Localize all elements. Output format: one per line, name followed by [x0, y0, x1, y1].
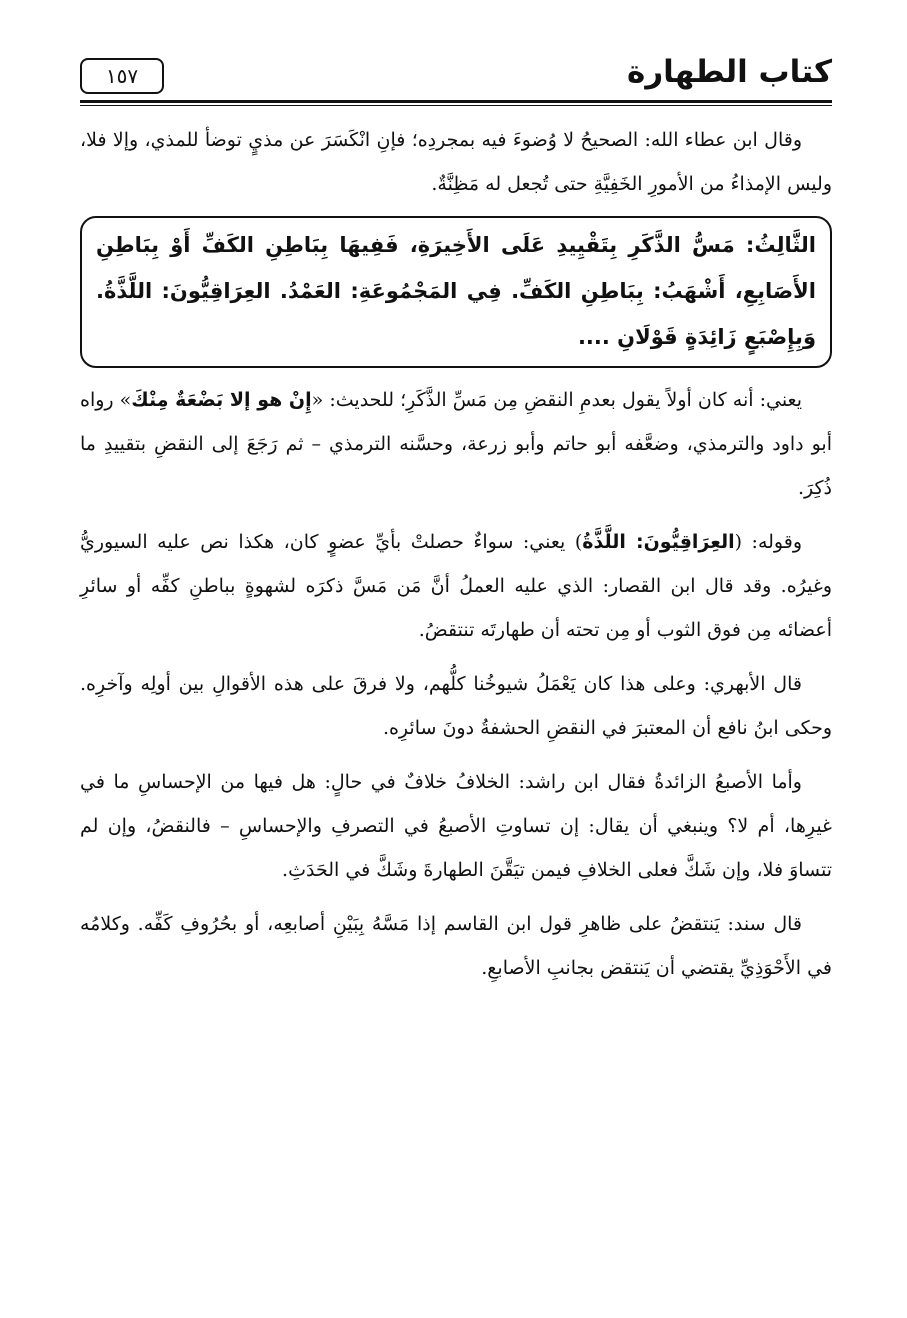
paragraph-3-text-start: وقوله: ( [734, 531, 803, 553]
paragraph-2-text-start: يعني: أنه كان أولاً يقول بعدمِ النقضِ مِن مَسِّ الذَّكَرِ؛ للحديث: « [311, 389, 803, 411]
paragraph-2 [80, 378, 832, 510]
hadith-quote: إِنْ هو إلا بَضْعَةٌ مِنْكَ [131, 389, 312, 411]
paragraph-4: قال الأبهري: وعلى هذا كان يَعْمَلُ شيوخُنا كلُّهم، ولا فرقَ على هذه الأقوالِ بين أولِه وآخرِه. وحكى ابنُ نافع أن المعتبرَ في النقضِ الحشفةُ دونَ سائرِه. [80, 673, 832, 739]
page-content [80, 118, 832, 1000]
matn-text-box: الثَّالِثُ: مَسُّ الذَّكَرِ بِتَقْيِيدِ عَلَى الأَخِيرَةِ، فَفِيهَا بِبَاطِنِ الكَفِّ أَوْ بِبَاطِنِ الأَصَابِعِ، أَشْهَبُ: بِبَاطِنِ الكَفِّ. فِي المَجْمُوعَةِ: العَمْدُ. العِرَاقِيُّونَ: اللَّذَّةُ. وَبِإِصْبَعٍ زَائِدَةٍ قَوْلَانِ .... [80, 216, 832, 368]
page-number: ١٥٧ [80, 58, 164, 94]
paragraph-3 [80, 520, 832, 652]
paragraph-3-text-end: ) يعني: سواءٌ حصلتْ بأيِّ عضوٍ كان، هكذا نص عليه السيوريُّ وغيرُه. وقد قال ابن القصار: الذي عليه العملُ أنَّ مَن مَسَّ ذكرَه لشهوةٍ بباطنِ كفِّه أو سائرِ أعضائه مِن فوق الثوب أو مِن تحته أن طهارتَه تنتقضُ. [80, 531, 832, 641]
paragraph-6: قال سند: يَنتقضُ على ظاهرِ قول ابن القاسم إذا مَسَّهُ بِبَيْنِ أصابعِه، أو بحُرُوفِ كَفِّه. وكلامُه في الأَحْوَذِيِّ يقتضي أن يَنتقض بجانبِ الأصابعِ. [80, 913, 832, 979]
page-header [80, 52, 832, 108]
matn-quote: العِرَاقِيُّونَ: اللَّذَّةُ [582, 531, 735, 553]
paragraph-5: وأما الأصبعُ الزائدةُ فقال ابن راشد: الخلافُ خلافٌ في حالٍ: هل فيها من الإحساسِ ما في غيرِها، أم لا؟ وينبغي أن يقال: إن تساوتِ الأصبعُ في التصرفِ والإحساسِ – فالنقضُ، وإن لم تتساوَ فلا، وإن شَكَّ فعلى الخلافِ فيمن تيَقَّنَ الطهارةَ وشَكَّ في الحَدَثِ. [80, 771, 832, 881]
header-rule [80, 100, 832, 103]
paragraph-1: وقال ابن عطاء الله: الصحيحُ لا وُضوءَ فيه بمجردِه؛ فإنِ انْكَسَرَ عن مذيٍ توضأ للمذي، وإلا فلا، وليس الإمذاءُ من الأمورِ الخَفِيَّةِ حتى تُجعل له مَظِنَّةٌ. [80, 129, 832, 195]
header-rule-thin [80, 105, 832, 106]
book-title: كتاب الطهارة [627, 54, 832, 90]
paragraph-2-text-end: » رواه أبو داود والترمذي، وضعَّفه أبو حاتم وأبو زرعة، وحسَّنه الترمذي – ثم رَجَعَ إلى النقضِ بتقييدِ ما ذُكِرَ. [80, 389, 832, 499]
